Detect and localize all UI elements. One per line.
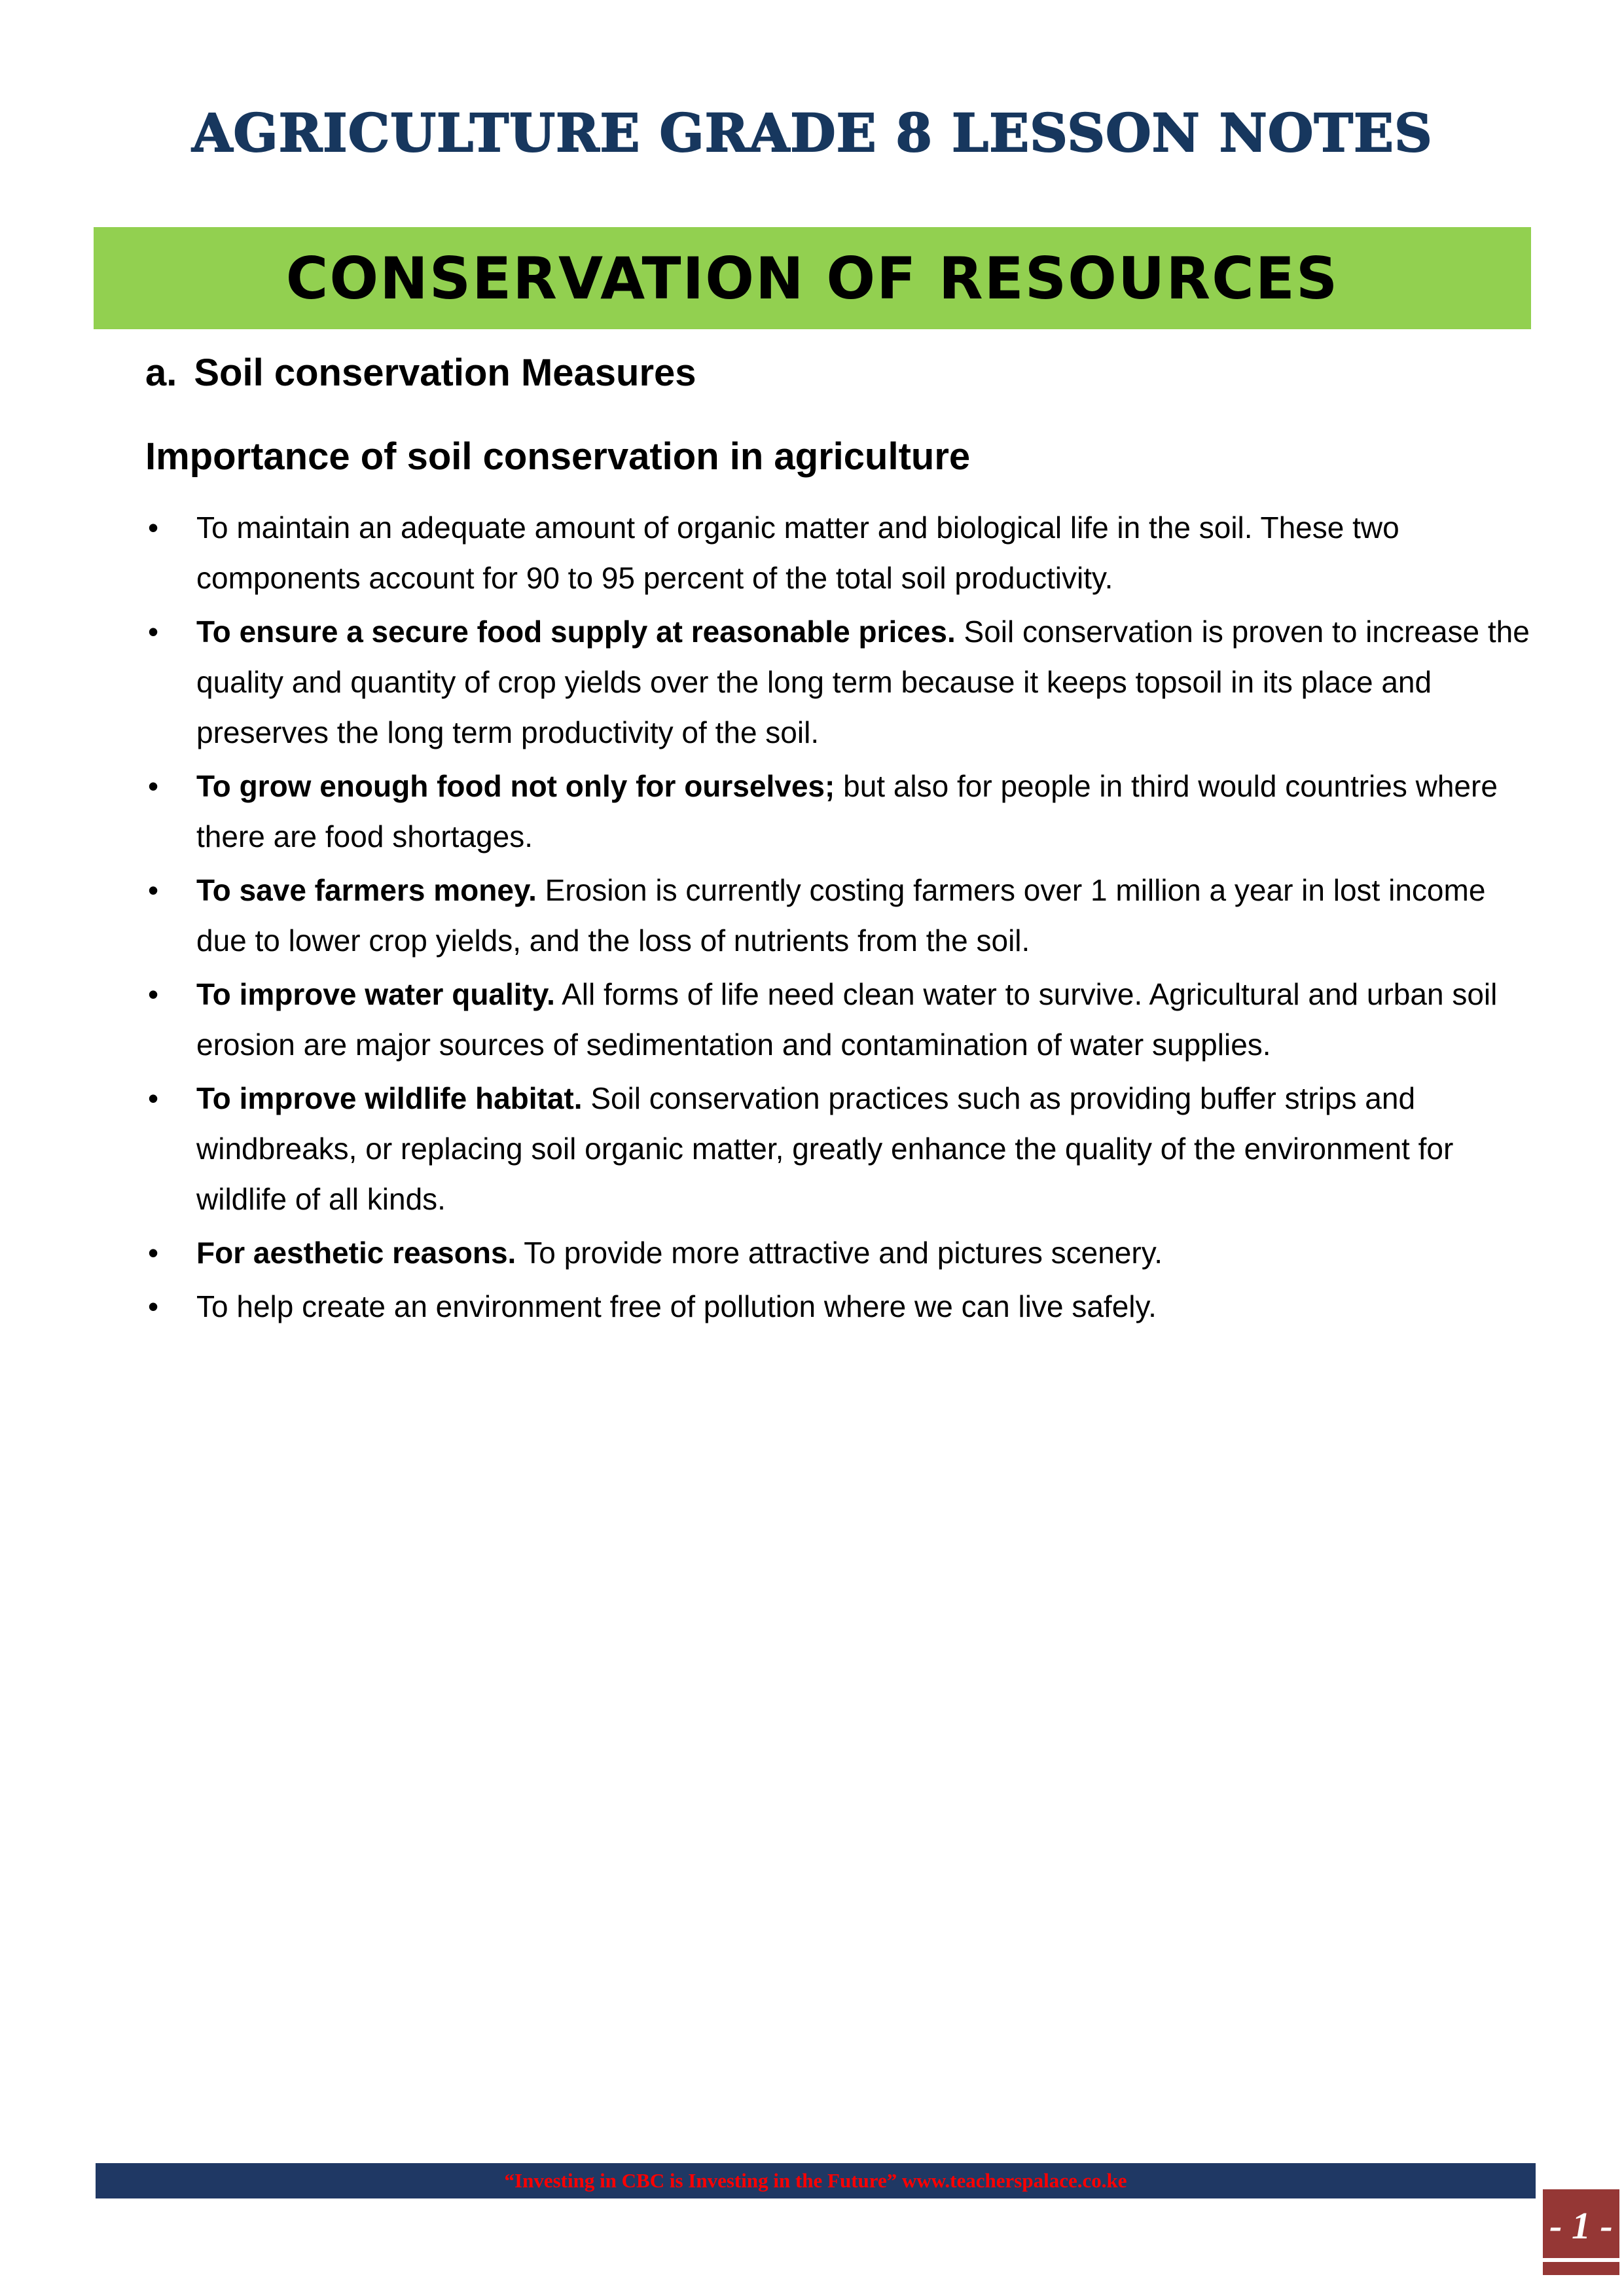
bullet-icon: • — [148, 1236, 159, 1270]
bullet-icon: • — [148, 615, 159, 649]
list-item-text: Soil conservation practices such as providing buffer strips and windbreaks, or replacing soil organic matter, greatly enhance the quality of the environment for wildlife of all kinds. — [196, 1081, 1454, 1216]
list-item-bold-lead: To ensure a secure food supply at reasonable prices. — [196, 615, 956, 649]
list-item-bold-lead: For aesthetic reasons. — [196, 1236, 516, 1270]
list-item-text: To help create an environment free of pollution where we can live safely. — [196, 1289, 1157, 1323]
page-number-box — [1543, 2189, 1619, 2275]
list-item-bold-lead: To improve wildlife habitat. — [196, 1081, 583, 1115]
heading-soil-conservation-measures — [145, 351, 696, 395]
list-item — [145, 503, 1534, 603]
bullet-icon: • — [148, 769, 159, 803]
list-item-text: Erosion is currently costing farmers over 1 million a year in lost income due to lower crop yields, and the loss of nutrients from the soil. — [196, 873, 1486, 958]
list-item — [145, 761, 1534, 862]
list-item — [145, 1228, 1534, 1278]
list-item-text: but also for people in third would countries where there are food shortages. — [196, 769, 1498, 853]
heading-list-label: a. — [145, 351, 177, 394]
list-item — [145, 1282, 1534, 1332]
document-title: AGRICULTURE GRADE 8 LESSON NOTES — [192, 102, 1433, 164]
list-item-text: To provide more attractive and pictures scenery. — [516, 1236, 1163, 1270]
list-item — [145, 607, 1534, 758]
heading-text: Soil conservation Measures — [194, 351, 696, 394]
bullet-icon: • — [148, 1081, 159, 1115]
bullet-icon: • — [148, 511, 159, 545]
list-item-bold-lead: To grow enough food not only for ourselves; — [196, 769, 835, 803]
bullet-icon: • — [148, 873, 159, 907]
section-banner-title: CONSERVATION OF RESOURCES — [285, 244, 1339, 312]
list-item — [145, 1073, 1534, 1225]
list-item-text: To maintain an adequate amount of organic matter and biological life in the soil. These two components account for 90 to 95 percent of the total soil productivity. — [196, 511, 1399, 595]
list-item-text: Soil conservation is proven to increase the quality and quantity of crop yields over the long term because it keeps topsoil in its place and preserves the long term productivity of the soil. — [196, 615, 1530, 749]
list-item-text: All forms of life need clean water to survive. Agricultural and urban soil erosion are major sources of sedimentation and contamination of water supplies. — [196, 977, 1498, 1062]
bullet-list — [145, 503, 1534, 1335]
section-banner — [94, 227, 1531, 329]
footer-text: “Investing in CBC is Investing in the Future” www.teacherspalace.co.ke — [504, 2169, 1127, 2192]
list-item — [145, 865, 1534, 966]
subheading-importance: Importance of soil conservation in agriculture — [145, 435, 971, 478]
bullet-icon: • — [148, 1289, 159, 1323]
page-number-rule — [1543, 2258, 1619, 2262]
footer-bar — [96, 2163, 1536, 2198]
bullet-icon: • — [148, 977, 159, 1011]
page-number: - 1 - — [1549, 2204, 1613, 2247]
list-item-bold-lead: To save farmers money. — [196, 873, 537, 907]
list-item — [145, 969, 1534, 1070]
list-item-bold-lead: To improve water quality. — [196, 977, 555, 1011]
